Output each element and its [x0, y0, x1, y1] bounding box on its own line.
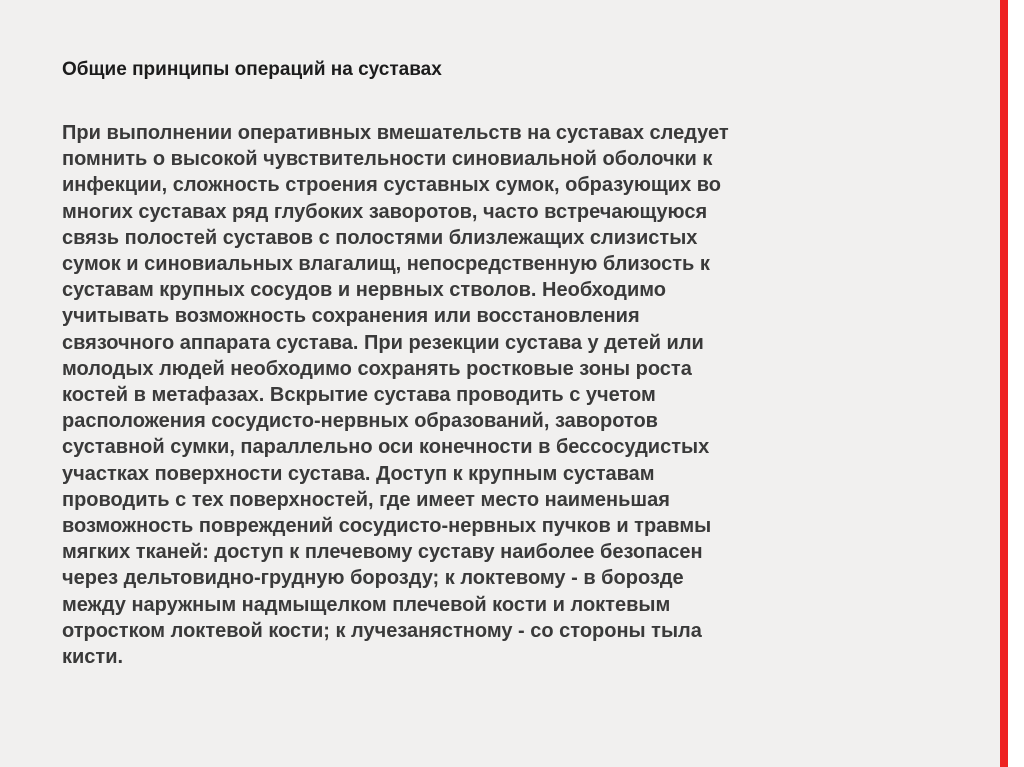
body-line: молодых людей необходимо сохранять ростковые зоны роста	[62, 357, 692, 380]
body-line: суставам крупных сосудов и нервных стволов. Необходимо	[62, 279, 666, 302]
body-line: проводить с тех поверхностей, где имеет место наименьшая	[62, 488, 670, 511]
body-line: При выполнении оперативных вмешательств на суставах следует	[62, 122, 729, 144]
body-line: учитывать возможность сохранения или восстановления	[62, 305, 640, 328]
body-line: связочного аппарата сустава. При резекции сустава у детей или	[62, 331, 704, 354]
body-line: костей в метафазах. Вскрытие сустава проводить с учетом	[62, 384, 656, 407]
body-line: помнить о высокой чувствительности синовиальной оболочки к	[62, 148, 713, 171]
body-line: участках поверхности сустава. Доступ к крупным суставам	[62, 462, 655, 485]
body-line: мягких тканей: доступ к плечевому суставу наиболее безопасен	[62, 541, 703, 564]
body-line: между наружным надмыщелком плечевой кости и локтевым	[62, 593, 671, 616]
body-line: расположения сосудисто-нервных образований, заворотов	[62, 410, 658, 433]
body-line: многих суставах ряд глубоких заворотов, часто встречающуюся	[62, 200, 708, 223]
body-line: инфекции, сложность строения суставных сумок, образующих во	[62, 174, 721, 197]
right-margin	[1008, 0, 1024, 767]
slide-title: Общие принципы операций на суставах	[62, 59, 442, 80]
body-line: возможность повреждений сосудисто-нервных пучков и травмы	[62, 515, 712, 538]
slide-body-text	[62, 120, 862, 670]
body-line: через дельтовидно-грудную борозду; к локтевому - в борозде	[62, 567, 684, 590]
red-accent-bar	[1000, 0, 1008, 767]
body-line: связь полостей суставов с полостями близлежащих слизистых	[62, 226, 698, 249]
body-line: суставной сумки, параллельно оси конечности в бессосудистых	[62, 436, 710, 459]
body-line: сумок и синовиальных влагалищ, непосредственную близость к	[62, 253, 710, 276]
body-line: кисти.	[62, 646, 124, 669]
body-line: отростком локтевой кости; к лучезанястному - со стороны тыла	[62, 619, 702, 642]
